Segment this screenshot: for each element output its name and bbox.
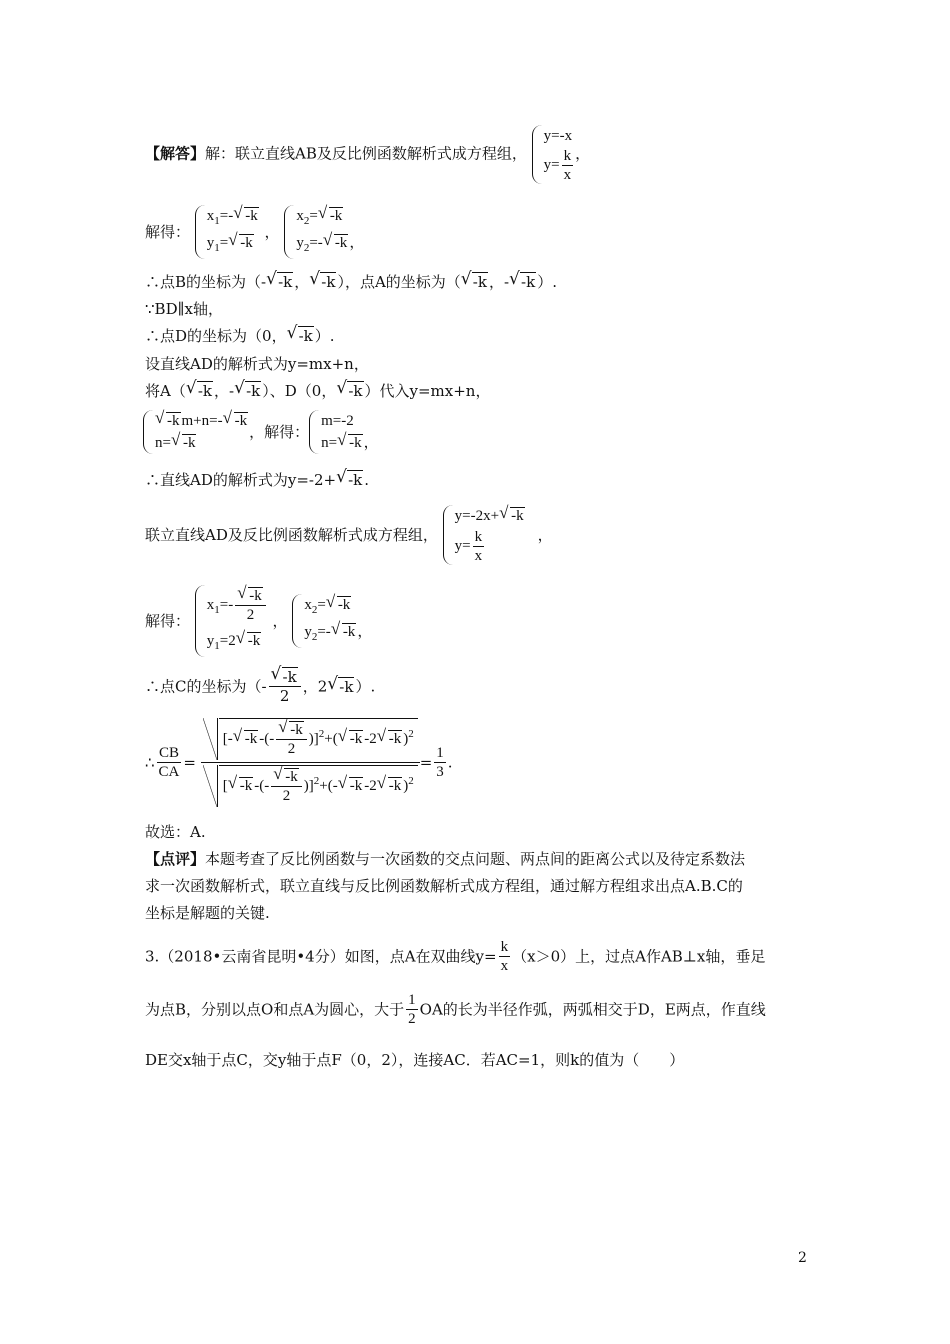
sol2-x2sub: 2 xyxy=(311,604,318,616)
line-d-2: ）. xyxy=(314,327,335,345)
equation-system-2b xyxy=(309,410,378,454)
join-ad-line xyxy=(145,505,553,565)
line-c-rad2: -k xyxy=(339,677,354,696)
ratio-den: CA xyxy=(158,764,180,780)
q3-den2: 2 xyxy=(408,1011,416,1027)
ratio-res-den: 3 xyxy=(436,764,444,780)
bd-line: ∵BD∥x轴， xyxy=(145,300,223,318)
point-d-line xyxy=(145,326,335,346)
equation-system-1 xyxy=(532,125,575,184)
equation-system-3 xyxy=(443,505,526,565)
sol1-y1eq: = xyxy=(219,235,229,251)
answer-label: 【解答】 xyxy=(145,144,206,163)
sol1-y1: y xyxy=(206,235,215,251)
sol1-y2eq: =- xyxy=(309,235,323,251)
sys3-num: k xyxy=(474,529,483,546)
sol1-rad-b: -k xyxy=(240,235,253,251)
solution-2b: $x_2=√$ -k $y_2=-√$ -k ， xyxy=(292,594,372,648)
q3-den1: x xyxy=(500,958,509,974)
sub-rad1: -k xyxy=(197,382,213,400)
line-b-2: ， xyxy=(294,273,310,291)
sol2-y2: y xyxy=(304,624,312,640)
substitute-line xyxy=(145,381,490,401)
equation-system-2 xyxy=(143,410,249,454)
sol2-y2eq: =- xyxy=(317,624,331,640)
ratio-formula xyxy=(145,718,453,807)
line-b-5: ）. xyxy=(537,273,557,291)
sub-rad2: -k xyxy=(246,382,261,400)
question-3-line-2 xyxy=(145,991,766,1028)
sys3-r1: y=-2x+ xyxy=(454,508,500,524)
solve-label-1: 解得： xyxy=(145,223,191,241)
sol2-rad-b: -k xyxy=(247,633,261,649)
line-b-1: ∴点B的坐标为（- xyxy=(145,273,267,291)
q3-1b: （x＞0）上，过点A作AB⊥x轴，垂足 xyxy=(512,947,766,966)
sys2-r4: n= xyxy=(321,435,338,451)
sys2-r2: n= xyxy=(155,435,171,451)
rt-r3: -k xyxy=(349,730,363,747)
line-b-3: ），点A的坐标为（ xyxy=(337,273,461,291)
line-c-rad1: -k xyxy=(282,668,297,686)
sys1-tail: ， xyxy=(575,144,591,163)
sol1-x1eq: =- xyxy=(219,208,234,224)
line-b-rad3: -k xyxy=(472,273,487,291)
sys1-num: k xyxy=(563,148,572,164)
sol1-x1: x xyxy=(206,208,215,224)
sol1-y2sub: 2 xyxy=(303,242,310,254)
line-d-1: ∴点D的坐标为（0， xyxy=(145,327,287,345)
sys2-mid: ，解得： xyxy=(249,423,310,441)
ratio-big-fraction: [-√ -k -(- √ $\frac{-k}{2}$ )]$^2$+(√ -k -2√ -k )$^2$ [√ -k -(- √ $\frac{-k}{2}$ )]$^2$+(-√ -k -2√ -k )$^2$ xyxy=(201,718,420,807)
question-3-line-3: DE交x轴于点C，交y轴于点F（0，2），连接AC．若AC=1，则k的值为（ ） xyxy=(145,1051,685,1069)
solution-1a xyxy=(195,205,260,259)
sol1-y1sub: 1 xyxy=(214,242,220,254)
point-b-line xyxy=(145,272,557,292)
sol2-rad-a: -k xyxy=(249,588,262,605)
line-d-rad: -k xyxy=(298,327,313,345)
line-c-1: ∴点C的坐标为（- xyxy=(145,677,267,696)
rt-r6: -k xyxy=(285,769,298,785)
rt-r8: -k xyxy=(388,777,402,794)
sys1-row2: y= xyxy=(543,156,560,173)
sol2-x1: x xyxy=(206,597,215,613)
therefore-sign: ∴ xyxy=(145,753,155,772)
sol2-x2: x xyxy=(304,597,312,613)
q3-2b: OA的长为半径作弧，两弧相交于D，E两点，作直线 xyxy=(419,1000,766,1019)
answer-intro-text: 解：联立直线AB及反比例函数解析式成方程组， xyxy=(205,144,527,163)
sol2-y2sub: 2 xyxy=(311,631,318,643)
ad2-rad: -k xyxy=(348,471,363,489)
sys3-den: x xyxy=(474,548,483,565)
sol2-rad-d: -k xyxy=(342,624,356,640)
sol1-rad-a: -k xyxy=(245,208,258,224)
sys3-r2: y= xyxy=(454,538,471,554)
q3-2a: 为点B，分别以点O和点A为圆心，大于 xyxy=(145,1000,405,1019)
q3-num2: 1 xyxy=(408,992,416,1008)
ad-assume-line: 设直线AD的解析式为y=mx+n， xyxy=(145,355,369,373)
sys2-rad2: -k xyxy=(234,413,248,429)
sol1-rad-d: -k xyxy=(334,235,348,251)
ratio-res-num: 1 xyxy=(436,745,444,761)
choice-line: 故选：A. xyxy=(145,823,206,841)
line-b-4: ，- xyxy=(488,273,510,291)
sol2-y1eq: =2 xyxy=(219,633,236,649)
sys2-rad4: -k xyxy=(349,435,362,451)
ad2-2: . xyxy=(364,471,370,489)
rt-r7: -k xyxy=(349,777,363,794)
ratio-eq1: = xyxy=(183,753,196,772)
sys2-rad1: -k xyxy=(167,413,180,429)
sys3-tail: ， xyxy=(537,526,553,545)
line-b-rad1: -k xyxy=(278,273,293,291)
sub-4: ）代入y=mx+n， xyxy=(364,382,491,400)
line-c-2: ，2 xyxy=(302,677,328,696)
solution-1: 解得： $x_1=-√$ -k $y_1=√$ -k ， $x_2=√$ -k $y_2=-√$ -k ， xyxy=(145,205,364,259)
sol2-x1eq: =- xyxy=(219,597,234,613)
solution-2a xyxy=(195,585,268,657)
sys1-den: x xyxy=(563,167,572,183)
sub-3: ）、D（0， xyxy=(262,382,337,400)
sys2-r3: m=-2 xyxy=(321,413,354,429)
sys2-rad3: -k xyxy=(182,435,196,451)
ad2-1: ∴直线AD的解析式为y=-2+ xyxy=(145,471,337,489)
sys3-rad: -k xyxy=(511,508,524,524)
q3-1a: 3.（2018•云南省昆明•4分）如图，点A在双曲线y= xyxy=(145,947,497,966)
solve-label-2: 解得： xyxy=(145,612,191,630)
line-b-rad2: -k xyxy=(321,273,336,291)
sol2-x2eq: = xyxy=(317,597,326,613)
solution-1b: $x_2=√$ -k $y_2=-√$ -k ， xyxy=(284,205,364,259)
comment-line-2: 求一次函数解析式，联立直线与反比例函数解析式成方程组，通过解方程组求出点A.B.C的 xyxy=(145,877,743,895)
point-c-line xyxy=(145,668,375,705)
join-text: 联立直线AD及反比例函数解析式成方程组， xyxy=(145,526,438,545)
sys2-tail: ， xyxy=(363,435,379,451)
comment-line-3: 坐标是解题的关键. xyxy=(145,904,270,922)
line-c-den: 2 xyxy=(279,687,290,705)
sol2-rad-c: -k xyxy=(337,597,351,613)
question-3-line-1 xyxy=(145,938,765,975)
sub-2: ，- xyxy=(214,382,235,400)
rt-r2: -k xyxy=(290,722,303,738)
q3-num1: k xyxy=(500,939,509,955)
line-b-rad4: -k xyxy=(521,273,536,291)
sol1-x2eq: = xyxy=(309,208,318,224)
sol1-x2: x xyxy=(296,208,304,224)
ratio-end: . xyxy=(447,753,453,772)
line-c-3: ）. xyxy=(355,677,376,696)
sol2-den: 2 xyxy=(246,607,255,624)
ratio-eq2: = xyxy=(419,753,433,772)
rt-r1: -k xyxy=(244,730,258,747)
rt-r4: -k xyxy=(388,730,402,747)
comment-line-1 xyxy=(145,849,745,869)
sol2-x1sub: 1 xyxy=(214,604,220,616)
sys2-r1: m+n=- xyxy=(181,413,223,429)
solution-2: 解得： $x_1=-$ √ $\frac{-k}{2}$ $y_1=2√$ -k ， $x_2=√$ -k $y_2=-√$ -k ， xyxy=(145,585,372,657)
sys1-row1: y=-x xyxy=(543,128,573,144)
system-2-line xyxy=(143,410,379,454)
page-number: 2 xyxy=(798,1250,807,1266)
sol1-y2: y xyxy=(296,235,304,251)
sol1-rad-c: -k xyxy=(329,208,343,224)
sol2-y1: y xyxy=(206,633,215,649)
answer-intro xyxy=(145,125,590,184)
sol2-y1sub: 1 xyxy=(214,640,220,652)
ratio-num: CB xyxy=(158,745,179,761)
sub-rad3: -k xyxy=(348,382,363,400)
comment-text-1: 本题考查了反比例函数与一次函数的交点问题、两点间的距离公式以及待定系数法 xyxy=(205,850,746,868)
ad-result-line xyxy=(145,470,369,490)
rt-r5: -k xyxy=(239,777,253,794)
comment-label: 【点评】 xyxy=(145,850,206,868)
sub-1: 将A（ xyxy=(145,382,186,400)
sol1-x2sub: 2 xyxy=(303,215,310,227)
sol1-x1sub: 1 xyxy=(214,215,220,227)
